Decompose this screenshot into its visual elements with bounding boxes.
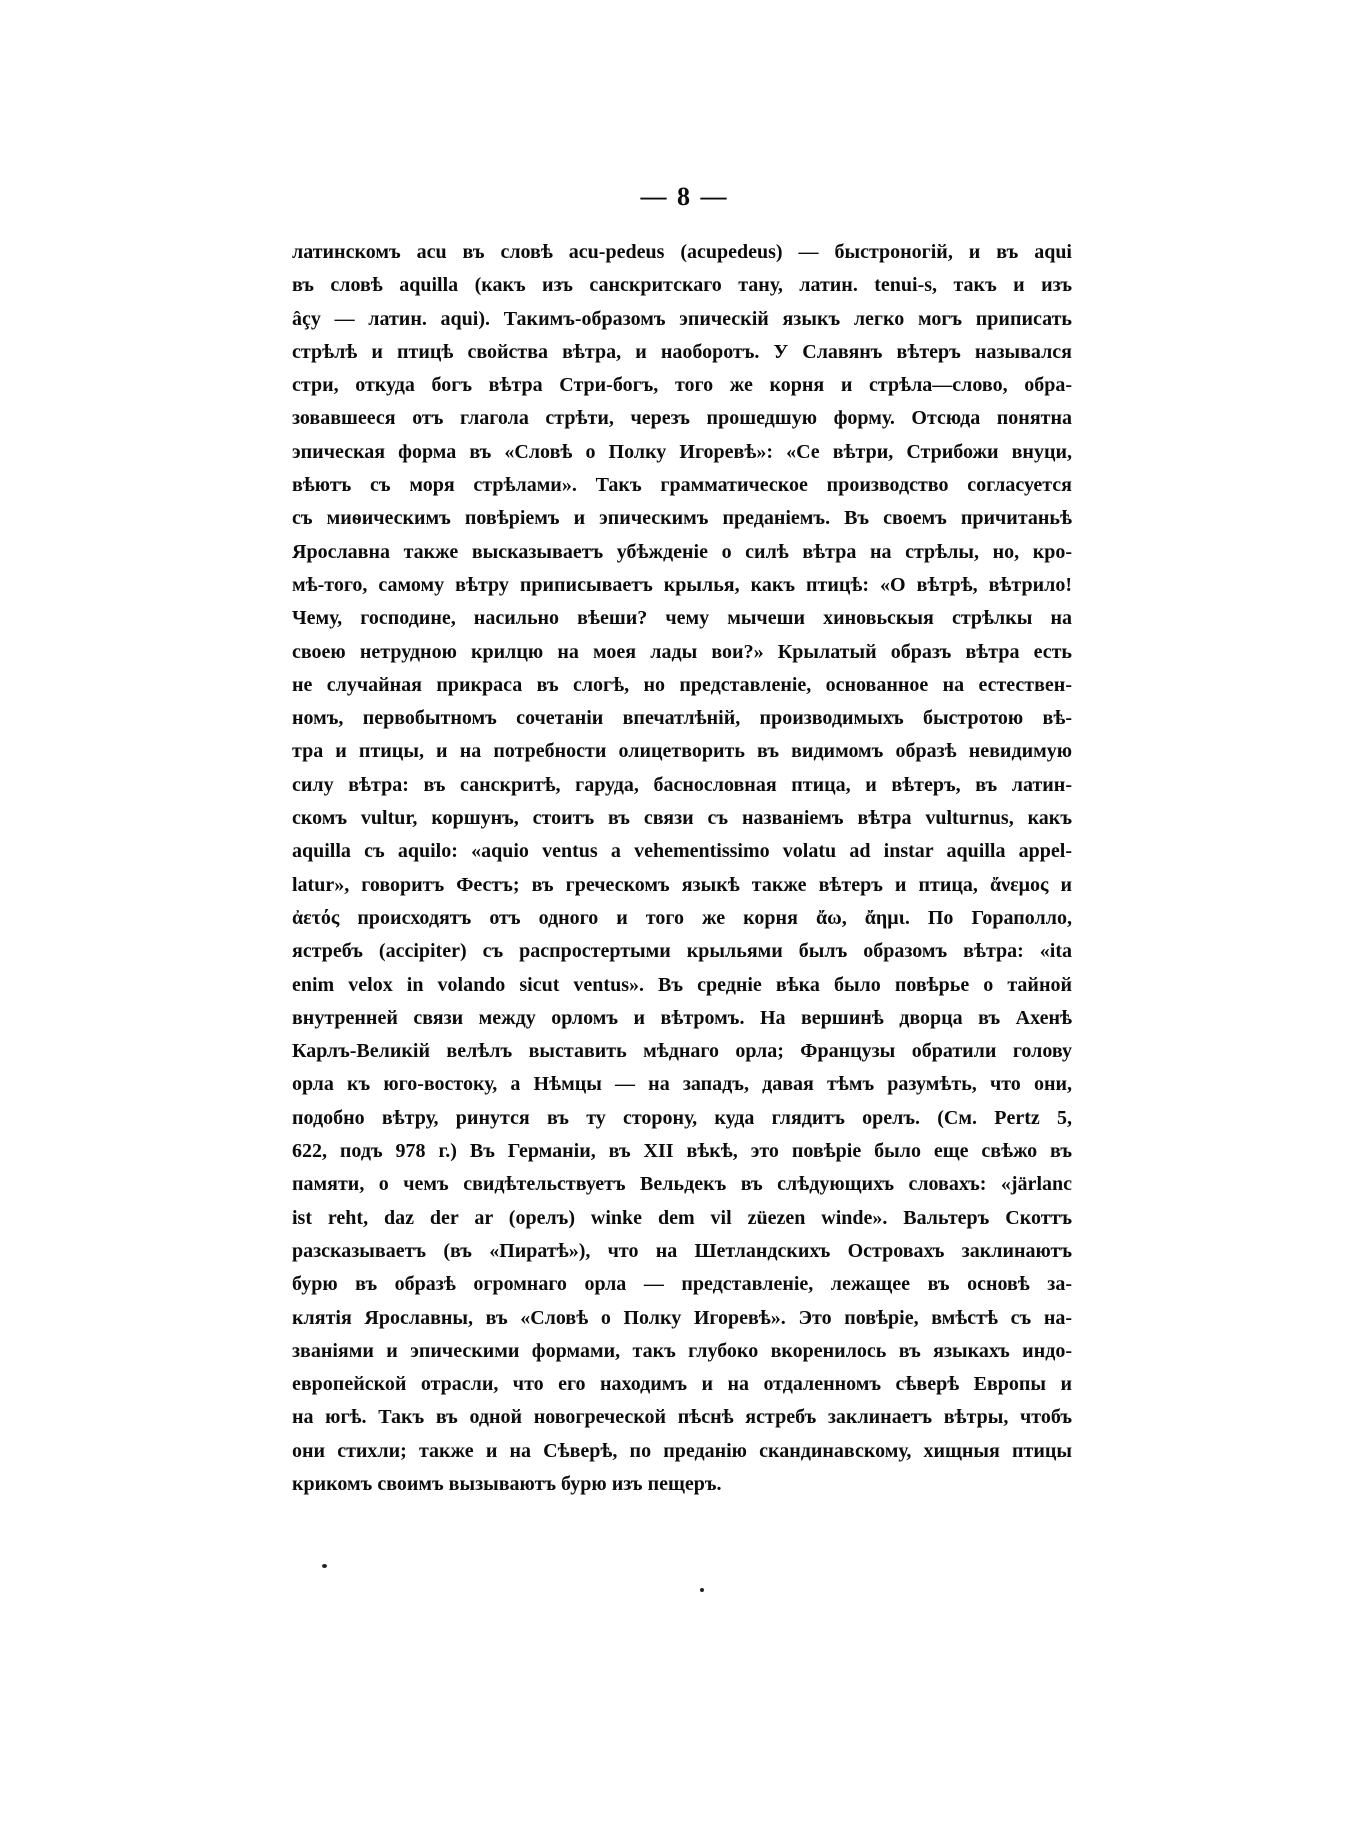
body-text (292, 236, 1072, 1501)
text-line: мѣ-того, самому вѣтру приписываетъ крылья, какъ птицѣ: «О вѣтрѣ, вѣтрило! (292, 573, 1072, 596)
text-line: стрѣлѣ и птицѣ свойства вѣтра, и наоборотъ. У Славянъ вѣтеръ назывался (292, 340, 1072, 363)
text-line: внутренней связи между орломъ и вѣтромъ. На вершинѣ дворца въ Ахенѣ (292, 1006, 1072, 1029)
text-line: орла къ юго-востоку, а Нѣмцы — на западъ, давая тѣмъ разумѣть, что они, (292, 1073, 1072, 1096)
text-line: Ярославна также высказываетъ убѣжденіе о силѣ вѣтра на стрѣлы, но, кро- (292, 540, 1072, 563)
text-line: стри, откуда богъ вѣтра Стри-богъ, того же корня и стрѣла—слово, обра- (292, 374, 1072, 397)
text-line: въ словѣ aquilla (какъ изъ санскритскаго тану, латин. tenui-s, такъ и изъ (292, 274, 1072, 297)
text-line: enim velox in volando sicut ventus». Въ средніе вѣка было повѣрье о тайной (292, 973, 1072, 996)
text-line: разсказываетъ (въ «Пиратѣ»), что на Шетландскихъ Островахъ заклинаютъ (292, 1239, 1072, 1262)
text-line: не случайная прикраса въ слогѣ, но представленіе, основанное на естествен- (292, 673, 1072, 696)
text-line: тра и птицы, и на потребности олицетворить въ видимомъ образѣ невидимую (292, 740, 1072, 763)
text-line: номъ, первобытномъ сочетаніи впечатлѣній, производимыхъ быстротою вѣ- (292, 707, 1072, 730)
text-line: клятія Ярославны, въ «Словѣ о Полку Игоревѣ». Это повѣріе, вмѣстѣ съ на- (292, 1306, 1072, 1329)
text-line: Чему, господине, насильно вѣеши? чему мычеши хиновьскыя стрѣлкы на (292, 607, 1072, 630)
text-line: званіями и эпическими формами, такъ глубоко вкоренилось въ языкахъ индо- (292, 1339, 1072, 1362)
text-line: латинскомъ acu въ словѣ acu-pedeus (acupedeus) — быстроногій, и въ aqui (292, 241, 1072, 263)
text-line: эпическая форма въ «Словѣ о Полку Игоревѣ»: «Се вѣтри, Стрибожи внуци, (292, 440, 1072, 463)
text-line: скомъ vultur, коршунъ, стоитъ въ связи съ названіемъ вѣтра vulturnus, какъ (292, 807, 1072, 830)
text-line: своею нетрудною крилцю на моея лады вои?» Крылатый образъ вѣтра есть (292, 640, 1072, 663)
text-line: вѣютъ съ моря стрѣлами». Такъ грамматическое производство согласуется (292, 474, 1072, 497)
text-line: aquilla съ aquilo: «aquio ventus a vehementissimo volatu ad instar aquilla appel- (292, 840, 1072, 863)
text-line: подобно вѣтру, ринутся въ ту сторону, куда глядитъ орелъ. (См. Pertz 5, (292, 1106, 1072, 1129)
page-number: — 8 — (640, 182, 729, 211)
text-line: âçу — латин. aqui). Такимъ-образомъ эпическій языкъ легко могъ приписать (292, 307, 1072, 330)
ink-speck (322, 1564, 327, 1568)
text-line: ist reht, daz der ar (орелъ) winke dem vil züezen winde». Вальтеръ Скоттъ (292, 1206, 1072, 1229)
text-line: зовавшееся отъ глагола стрѣти, черезъ прошедшую форму. Отсюда понятна (292, 407, 1072, 430)
text-line: latur», говоритъ Фестъ; въ греческомъ языкѣ также вѣтеръ и птица, ἄνεμος и (292, 873, 1072, 896)
text-line: бурю въ образѣ огромнаго орла — представленіе, лежащее въ основѣ за- (292, 1273, 1072, 1296)
text-line: крикомъ своимъ вызываютъ бурю изъ пещеръ. (292, 1472, 722, 1495)
text-line: европейской отрасли, что его находимъ и на отдаленномъ сѣверѣ Европы и (292, 1373, 1072, 1396)
text-line: ястребъ (accipiter) съ распростертыми крыльями былъ образомъ вѣтра: «ita (292, 940, 1072, 963)
text-line: 622, подъ 978 г.) Въ Германіи, въ XII вѣкѣ, это повѣріе было еще свѣжо въ (292, 1140, 1072, 1163)
text-line: на югѣ. Такъ въ одной новогреческой пѣснѣ ястребъ заклинаетъ вѣтры, чтобъ (292, 1406, 1072, 1429)
text-line: Карлъ-Великій велѣлъ выставить мѣднаго орла; Французы обратили голову (292, 1040, 1072, 1063)
text-line: силу вѣтра: въ санскритѣ, гаруда, баснословная птица, и вѣтеръ, въ латин- (292, 773, 1072, 796)
ink-speck (700, 1588, 704, 1592)
text-line: съ миѳическимъ повѣріемъ и эпическимъ преданіемъ. Въ своемъ причитаньѣ (292, 507, 1072, 530)
text-line: памяти, о чемъ свидѣтельствуетъ Вельдекъ въ слѣдующихъ словахъ: «järlanc (292, 1173, 1072, 1196)
text-line: они стихли; также и на Сѣверѣ, по преданію скандинавскому, хищныя птицы (292, 1439, 1072, 1462)
text-line: ἀετός происходятъ отъ одного и того же корня ἄω, ἄημι. По Гораполло, (292, 906, 1072, 929)
